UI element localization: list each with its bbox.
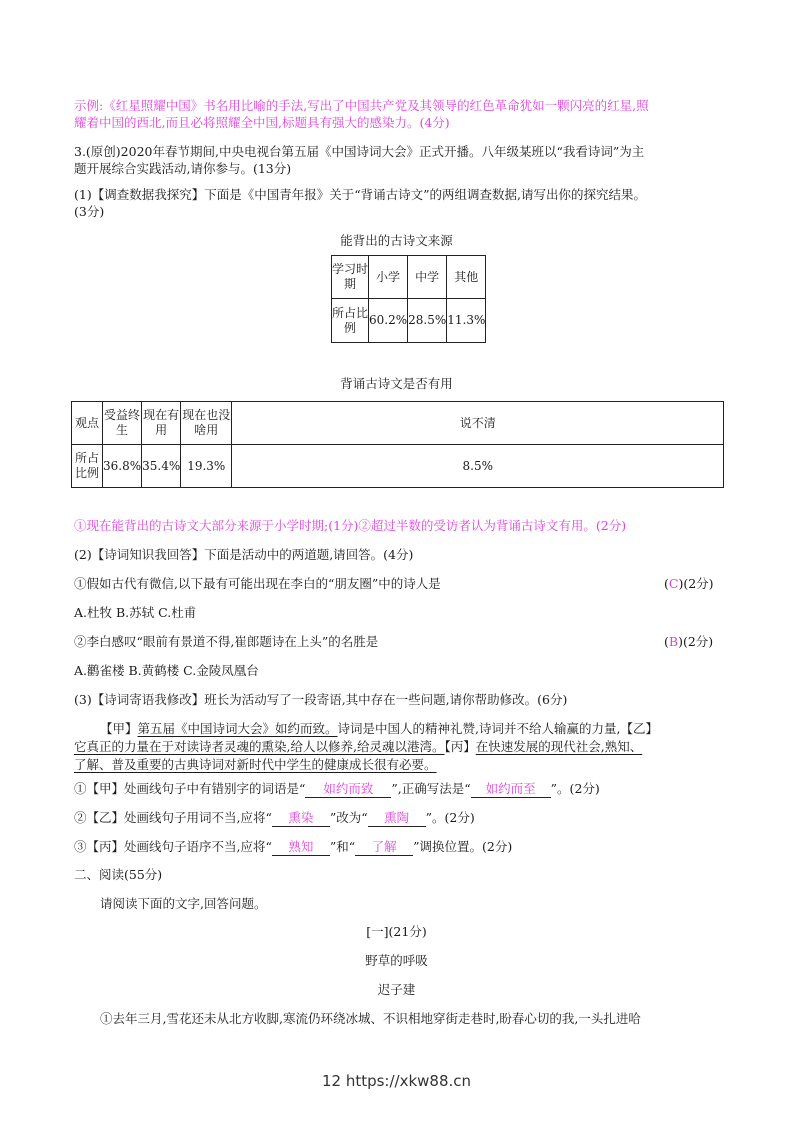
blank-answer: 了解 bbox=[355, 837, 413, 856]
usefulness-table-cell: 36.8% bbox=[103, 445, 142, 488]
part-2-intro: (2)【诗词知识我回答】下面是活动中的两道题,请回答。(4分) bbox=[74, 547, 414, 562]
fill-text: ”改为“ bbox=[329, 810, 368, 825]
usefulness-table-header-cell: 现在也没啥用 bbox=[181, 402, 232, 445]
underlined-sentence-yi: 它真正的力量在于对读诗者灵魂的熏染,给人以修养,给灵魂以港湾。 bbox=[74, 739, 445, 754]
blank-answer: 如约而至 bbox=[471, 779, 551, 798]
passage-line-3 bbox=[74, 755, 437, 773]
source-table bbox=[331, 255, 486, 343]
blank-answer: 熏染 bbox=[272, 808, 330, 827]
fill-text: ”。(2分) bbox=[425, 810, 475, 825]
blank-answer: 熟知 bbox=[272, 837, 330, 856]
source-table-header-cell: 小学 bbox=[369, 256, 408, 299]
part-2-question-1: ①假如古代有微信,以下最有可能出现在李白的“朋友圈”中的诗人是 bbox=[74, 576, 441, 591]
usefulness-table-header-cell: 受益终生 bbox=[103, 402, 142, 445]
source-table-header-cell: 学习时期 bbox=[332, 256, 369, 299]
fill-in-3 bbox=[74, 837, 512, 856]
blank-answer: 如约而致 bbox=[305, 779, 391, 798]
part-3-intro: (3)【诗词寄语我修改】班长为活动写了一段寄语,其中存在一些问题,请你帮助修改。(6分) bbox=[74, 692, 568, 707]
paren-open: ( bbox=[664, 634, 669, 649]
source-table-header-cell: 中学 bbox=[408, 256, 447, 299]
question-3-line-1: 3.(原创)2020年春节期间,中央电视台第五届《中国诗词大会》正式开播。八年级某班以“我看诗词”为主 bbox=[74, 144, 645, 159]
paren-close-score: )(2分) bbox=[678, 576, 714, 591]
usefulness-table bbox=[71, 401, 724, 488]
paren-open: ( bbox=[664, 576, 669, 591]
answer-choice: C bbox=[668, 576, 679, 591]
answer-choice: B bbox=[668, 634, 679, 649]
fill-text: ①【甲】处画线句子中有错别字的词语是“ bbox=[74, 781, 306, 796]
section-label: [一](21分) bbox=[366, 924, 427, 939]
part-2-question-1-options: A.杜牧 B.苏轼 C.杜甫 bbox=[74, 605, 197, 620]
part-2-question-2: ②李白感叹“眼前有景道不得,崔郎题诗在上头”的名胜是 bbox=[74, 634, 379, 649]
source-table-cell: 60.2% bbox=[369, 299, 408, 343]
passage-text: 诗词是中国人的精神礼赞,诗词并不给人输赢的力量, bbox=[337, 721, 621, 736]
usefulness-table-header-cell: 现在有用 bbox=[142, 402, 181, 445]
tag-jia: 【甲】 bbox=[100, 721, 138, 736]
part-2-question-2-answer bbox=[664, 632, 713, 650]
underlined-sentence-bing-end: 了解、普及重要的古典诗词对新时代中学生的健康成长很有必要。 bbox=[74, 757, 437, 772]
reading-instruction: 请阅读下面的文字,回答问题。 bbox=[100, 896, 267, 911]
article-author: 迟子建 bbox=[377, 982, 416, 997]
tag-yi: 【乙】 bbox=[620, 721, 658, 736]
usefulness-table-header-cell: 观点 bbox=[72, 402, 103, 445]
usefulness-table-cell: 所占比例 bbox=[72, 445, 103, 488]
part-1-line-1: (1)【调查数据我探究】下面是《中国青年报》关于“背诵古诗文”的两组调查数据,请写出你的探究结果。 bbox=[74, 187, 646, 202]
table-2-title: 背诵古诗文是否有用 bbox=[340, 376, 453, 391]
part-1-line-2: (3分) bbox=[74, 204, 105, 219]
passage-line-2 bbox=[74, 737, 642, 755]
fill-in-1 bbox=[74, 779, 600, 798]
underlined-sentence-bing-start: 在快速发展的现代社会,熟知、 bbox=[475, 739, 643, 754]
source-table-cell: 所占比例 bbox=[332, 299, 369, 343]
fill-text: ②【乙】处画线句子用词不当,应将“ bbox=[74, 810, 272, 825]
question-3-line-2: 题开展综合实践活动,请你参与。(13分) bbox=[74, 161, 292, 176]
page-footer: 12 https://xkw88.cn bbox=[321, 1072, 472, 1090]
usefulness-table-header-cell: 说不清 bbox=[232, 402, 724, 445]
part-2-question-1-answer bbox=[664, 574, 714, 592]
fill-text: ③【丙】处画线句子语序不当,应将“ bbox=[74, 839, 272, 854]
fill-text: ”。(2分) bbox=[550, 781, 600, 796]
table-1-title: 能背出的古诗文来源 bbox=[340, 233, 453, 248]
source-table-cell: 28.5% bbox=[408, 299, 447, 343]
source-table-cell: 11.3% bbox=[447, 299, 486, 343]
part-2-question-2-options: A.鹳雀楼 B.黄鹤楼 C.金陵凤凰台 bbox=[74, 663, 259, 678]
usefulness-table-cell: 19.3% bbox=[181, 445, 232, 488]
blank-answer: 熏陶 bbox=[368, 808, 426, 827]
fill-text: ”,正确写法是“ bbox=[391, 781, 471, 796]
underlined-sentence-jia: 第五届《中国诗词大会》如约而致。 bbox=[137, 721, 338, 736]
passage-line-1 bbox=[100, 719, 658, 737]
paren-close-score: )(2分) bbox=[678, 634, 714, 649]
fill-text: ”和“ bbox=[329, 839, 356, 854]
article-paragraph-1: ①去年三月,雪花还未从北方收脚,寒流仍环绕冰城、不识相地穿街走巷时,盼春心切的我,一头扎进哈 bbox=[100, 1011, 641, 1026]
source-table-header-cell: 其他 bbox=[447, 256, 486, 299]
usefulness-table-cell: 8.5% bbox=[232, 445, 724, 488]
fill-text: ”调换位置。(2分) bbox=[413, 839, 513, 854]
fill-in-2 bbox=[74, 808, 475, 827]
tag-bing: 【丙】 bbox=[444, 739, 476, 754]
example-line-2: 耀着中国的西北,而且必将照耀全中国,标题具有强大的感染力。(4分) bbox=[74, 115, 450, 130]
article-title: 野草的呼吸 bbox=[365, 953, 428, 968]
usefulness-table-cell: 35.4% bbox=[142, 445, 181, 488]
reading-heading: 二、阅读(55分) bbox=[74, 867, 163, 882]
example-line-1: 示例:《红星照耀中国》书名用比喻的手法,写出了中国共产党及其领导的红色革命犹如一颗闪亮的红星,照 bbox=[74, 98, 649, 113]
answer-1: ①现在能背出的古诗文大部分来源于小学时期;(1分)②超过半数的受访者认为背诵古诗文有用。(2分) bbox=[74, 518, 627, 533]
